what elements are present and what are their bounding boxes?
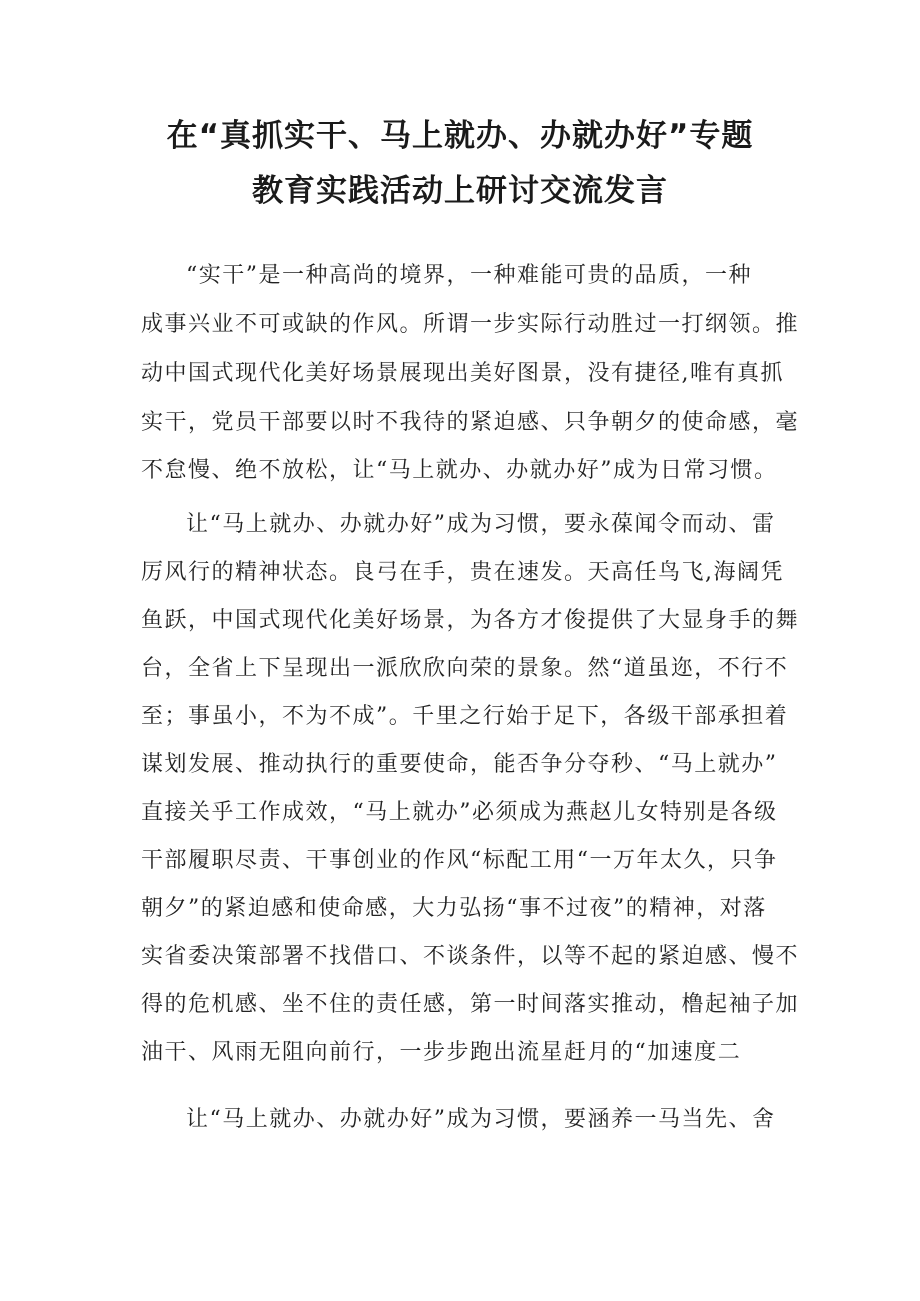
paragraph-2-line-5: 至；事虽小，不为不成”。千里之行始于足下，各级干部承担着 — [141, 704, 789, 729]
paragraph-2-line-4: 台，全省上下呈现出一派欣欣向荣的景象。然“道虽迩，不行不 — [141, 656, 789, 681]
document-title-line-1: 在“真抓实干、马上就办、办就办好”专题 — [166, 118, 754, 154]
paragraph-2-line-3: 鱼跃，中国式现代化美好场景，为各方才俊提供了大显身手的舞 — [141, 608, 800, 633]
paragraph-2-line-11: 得的危机感、坐不住的责任感，第一时间落实推动，橹起袖子加 — [141, 992, 800, 1017]
paragraph-2-line-10: 实省委决策部署不找借口、不谈条件，以等不起的紧迫感、慢不 — [141, 944, 800, 969]
paragraph-2-line-7: 直接关乎工作成效，“马上就办”必须成为燕赵儿女特别是各级 — [141, 800, 778, 825]
paragraph-1-line-2: 成事兴业不可或缺的作风。所谓一步实际行动胜过一打纲领。推 — [141, 312, 800, 337]
document-title-line-2: 教育实践活动上研讨交流发言 — [252, 173, 668, 209]
paragraph-1-line-1: “实干”是一种高尚的境界，一种难能可贵的品质，一种 — [186, 263, 752, 288]
paragraph-3-line-1: 让“马上就办、办就办好”成为习惯，要涵养一马当先、舍 — [186, 1107, 776, 1132]
paragraph-2-line-8: 干部履职尽责、干事创业的作风“标配工用“一万年太久，只争 — [141, 848, 778, 873]
paragraph-1-line-4: 实干，党员干部要以时不我待的紧迫感、只争朝夕的使命感，毫 — [141, 410, 800, 435]
paragraph-2-line-1: 让“马上就办、办就办好”成为习惯，要永葆闻令而动、雷 — [186, 512, 776, 537]
paragraph-2-line-9: 朝夕”的紧迫感和使命感，大力弘扬“事不过夜”的精神，对落 — [141, 896, 767, 921]
paragraph-2-line-2: 厉风行的精神状态。良弓在手，贵在速发。天高任鸟飞,海阔凭 — [141, 560, 784, 585]
paragraph-1-line-5: 不怠慢、绝不放松，让“马上就办、办就办好”成为日常习惯。 — [141, 458, 778, 483]
paragraph-1-line-3: 动中国式现代化美好场景展现出美好图景，没有捷径,唯有真抓 — [141, 361, 784, 386]
paragraph-2-line-6: 谋划发展、推动执行的重要使命，能否争分夺秒、“马上就办” — [141, 752, 778, 777]
paragraph-2-line-12: 油干、风雨无阻向前行，一步步跑出流星赶月的“加速度二 — [141, 1040, 742, 1065]
